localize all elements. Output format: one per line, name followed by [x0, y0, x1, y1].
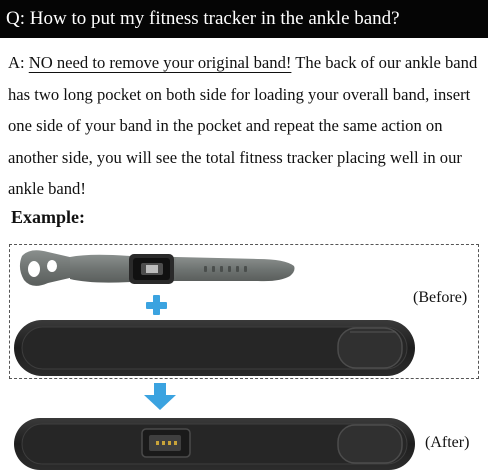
answer-body: The back of our ankle band has two long pocket on both side for loading your overall band, insert one side of your band in the pocket and repeat the same action on another side, you will see the total fitness tracker placing well in our ankle band! — [8, 53, 478, 198]
question-text: How to put my fitness tracker in the ankle band? — [29, 8, 400, 29]
answer-highlight: NO need to remove your original band! — [28, 53, 292, 72]
before-label: (Before) — [413, 289, 468, 306]
fitness-tracker-band-image — [20, 250, 295, 286]
example-heading: Example: — [11, 207, 85, 227]
after-label: (After) — [425, 434, 470, 451]
ankle-band-before-image — [14, 320, 415, 376]
answer-prefix: A: — [8, 53, 25, 72]
question-prefix: Q: — [6, 8, 25, 29]
ankle-band-after-image — [14, 418, 415, 470]
plus-icon — [146, 295, 167, 315]
arrow-down-icon — [144, 383, 176, 410]
